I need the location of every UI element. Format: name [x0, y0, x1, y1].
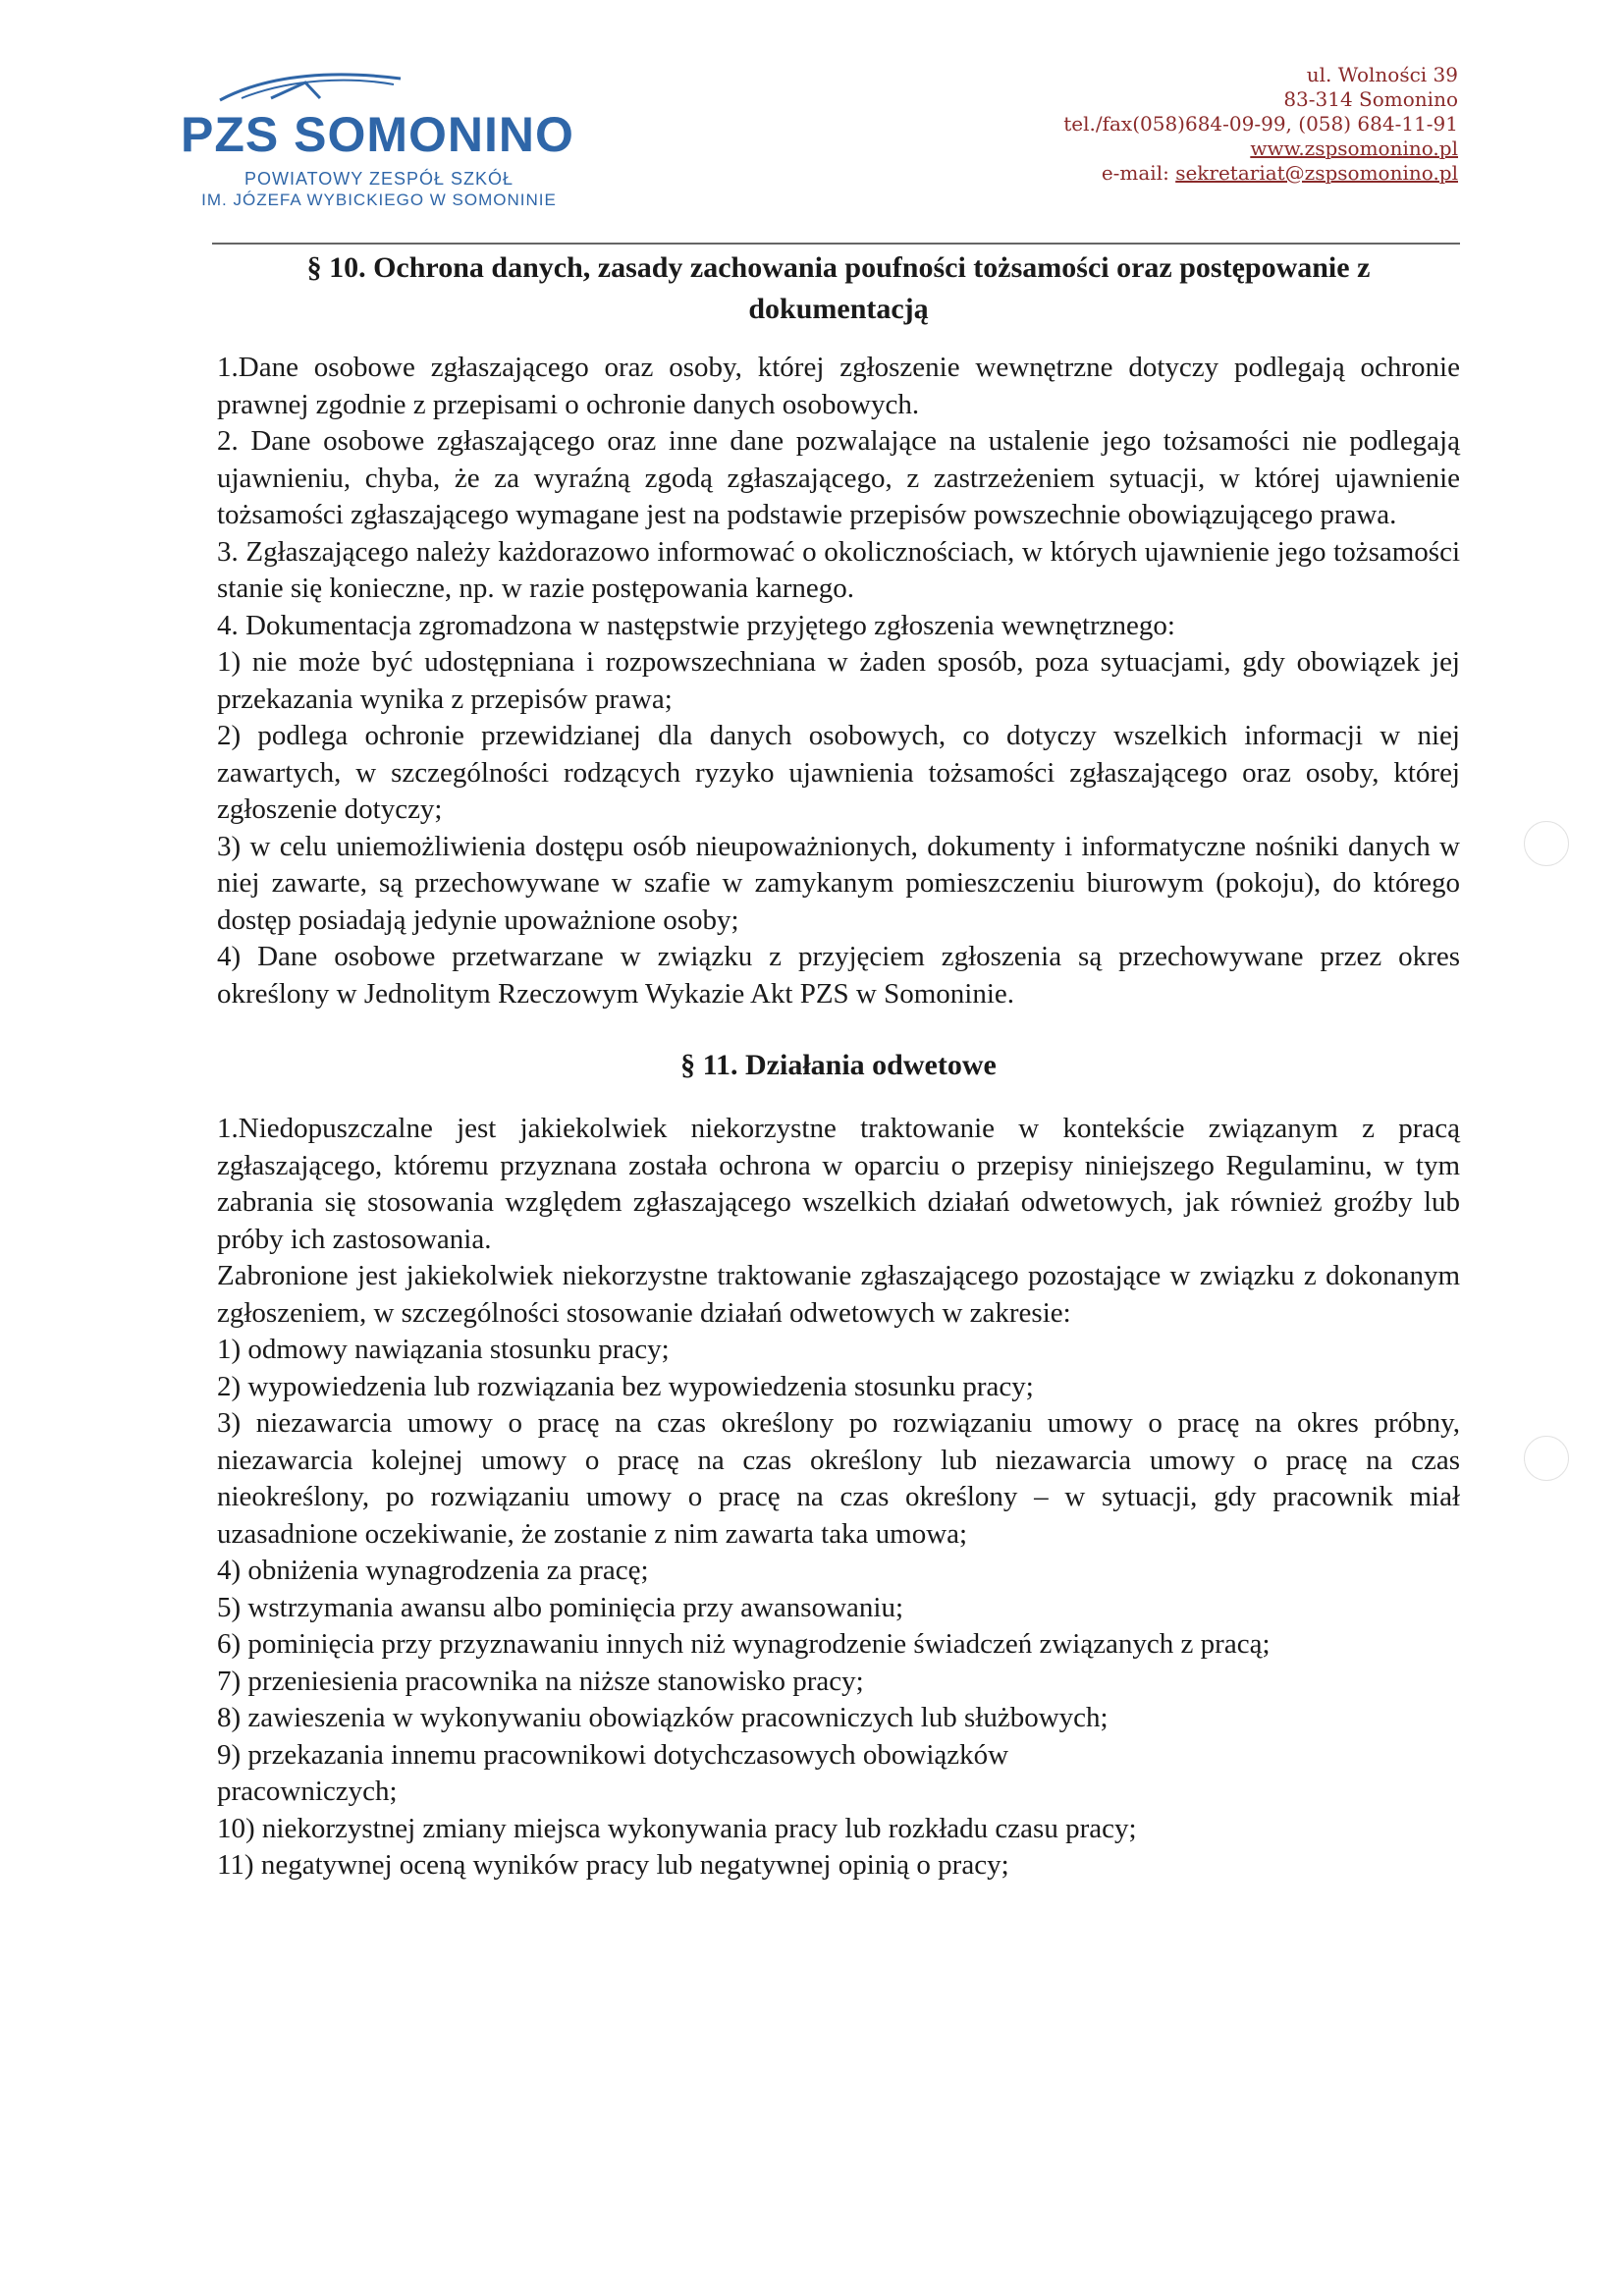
section-10-paragraph: 1.Dane osobowe zgłaszającego oraz osoby, której zgłoszenie wewnętrzne dotyczy podlegają ochronie prawnej zgodnie z przepisami o ochronie danych osobowych.: [217, 352, 1460, 420]
section-11-list-item: 6) pominięcia przy przyznawaniu innych niż wynagrodzenie świadczeń związanych z pracą;: [217, 1628, 1271, 1660]
logo-swoosh-icon: [212, 69, 408, 108]
section-10-list-item: 1) nie może być udostępniana i rozpowszechniana w żaden sposób, poza sytuacjami, gdy obowiązek jej przekazania wynika z przepisów prawa;: [217, 646, 1460, 715]
postal-line: 83-314 Somonino: [1283, 87, 1458, 111]
email-link[interactable]: sekretariat@zspsomonino.pl: [1175, 161, 1458, 185]
section-10-paragraph: 3. Zgłaszającego należy każdorazowo informować o okolicznościach, w których ujawnienie jego tożsamości stanie się konieczne, np. w razie postępowania karnego.: [217, 535, 1460, 604]
section-11-paragraph: Zabronione jest jakiekolwiek niekorzystne traktowanie zgłaszającego pozostające w związku z dokonanym zgłoszeniem, w szczególności stosowanie działań odwetowych w zakresie:: [217, 1260, 1460, 1329]
phone-line: tel./fax(058)684-09-99, (058) 684-11-91: [1063, 112, 1458, 136]
section-10-list-item: 2) podlega ochronie przewidzianej dla danych osobowych, co dotyczy wszelkich informacji w niej zawartych, w szczególności rodzących ryzyko ujawnienia tożsamości zgłaszającego oraz osoby, której zgłoszenie dotyczy;: [217, 720, 1460, 825]
website-link[interactable]: www.zspsomonino.pl: [1250, 137, 1458, 160]
section-10-list-item: 3) w celu uniemożliwienia dostępu osób nieupoważnionych, dokumenty i informatyczne nośniki danych w niej zawarte, są przechowywane w szafie w zamykanym pomieszczeniu biurowym (pokoju), do którego dostęp posiadają jedynie upoważnione osoby;: [217, 830, 1460, 936]
punch-hole-mark: [1524, 1436, 1569, 1481]
logo-name: PZS SOMONINO: [181, 107, 574, 162]
section-11-list-item: 5) wstrzymania awansu albo pominięcia przy awansowaniu;: [217, 1591, 904, 1623]
section-11-list-item: 7) przeniesienia pracownika na niższe stanowisko pracy;: [217, 1665, 864, 1697]
section-10-list-item: 4) Dane osobowe przetwarzane w związku z przyjęciem zgłoszenia są przechowywane przez okres określony w Jednolitym Rzeczowym Wykazie Akt PZS w Somoninie.: [217, 941, 1460, 1010]
logo-subtitle-1: POWIATOWY ZESPÓŁ SZKÓŁ: [243, 169, 514, 189]
header-divider: [212, 243, 1460, 245]
section-10-heading: § 10. Ochrona danych, zasady zachowania poufności tożsamości oraz postępowanie z dokumentacją: [306, 251, 1371, 325]
section-11-list-item: 9) przekazania innemu pracownikowi dotychczasowych obowiązków: [217, 1738, 1009, 1771]
section-11-list-item: 4) obniżenia wynagrodzenia za pracę;: [217, 1555, 649, 1586]
section-10-paragraph: 4. Dokumentacja zgromadzona w następstwie przyjętego zgłoszenia wewnętrznego:: [217, 609, 1175, 641]
section-11-heading: § 11. Działania odwetowe: [680, 1049, 997, 1081]
section-11-list-item: 8) zawieszenia w wykonywaniu obowiązków pracowniczych lub służbowych;: [217, 1702, 1109, 1733]
email-label: e-mail:: [1101, 161, 1169, 185]
contact-block: [1063, 63, 1458, 186]
document-body: [217, 247, 1460, 1885]
section-11-list-item: pracowniczych;: [217, 1776, 398, 1807]
section-10-paragraph: 2. Dane osobowe zgłaszającego oraz inne dane pozwalające na ustalenie jego tożsamości nie podlegają ujawnieniu, chyba, że za wyraźną zgodą zgłaszającego, z zastrzeżeniem sytuacji, w której ujawnienie tożsamości zgłaszającego wymagane jest na podstawie przepisów powszechnie obowiązującego prawa.: [217, 425, 1460, 530]
punch-hole-mark: [1524, 821, 1569, 866]
address-line: ul. Wolności 39: [1306, 63, 1458, 86]
logo-subtitle-2: IM. JÓZEFA WYBICKIEGO W SOMONINIE: [201, 191, 557, 209]
section-11-list-item: 3) niezawarcia umowy o pracę na czas określony po rozwiązaniu umowy o pracę na okres próbny, niezawarcia kolejnej umowy o pracę na czas określony lub niezawarcia umowy o pracę na czas nieokreślony, po rozwiązaniu umowy o pracę na czas określony – w sytuacji, gdy pracownik miał uzasadnione oczekiwanie, że zostanie z nim zawarta taka umowa;: [217, 1407, 1460, 1550]
section-11-list-item: 11) negatywnej oceną wyników pracy lub negatywnej opinią o pracy;: [217, 1849, 1009, 1881]
section-11-paragraph: 1.Niedopuszczalne jest jakiekolwiek niekorzystne traktowanie w kontekście związanym z pracą zgłaszającego, któremu przyznana została ochrona w oparciu o przepisy niniejszego Regulaminu, w tym zabrania się stosowania względem zgłaszającego wszelkich działań odwetowych, jak również groźby lub próby ich zastosowania.: [217, 1113, 1460, 1255]
section-11-list-item: 2) wypowiedzenia lub rozwiązania bez wypowiedzenia stosunku pracy;: [217, 1370, 1034, 1402]
section-11-list-item: 1) odmowy nawiązania stosunku pracy;: [217, 1334, 670, 1365]
section-11-list-item: 10) niekorzystnej zmiany miejsca wykonywania pracy lub rozkładu czasu pracy;: [217, 1812, 1137, 1844]
school-logo: [173, 69, 585, 209]
